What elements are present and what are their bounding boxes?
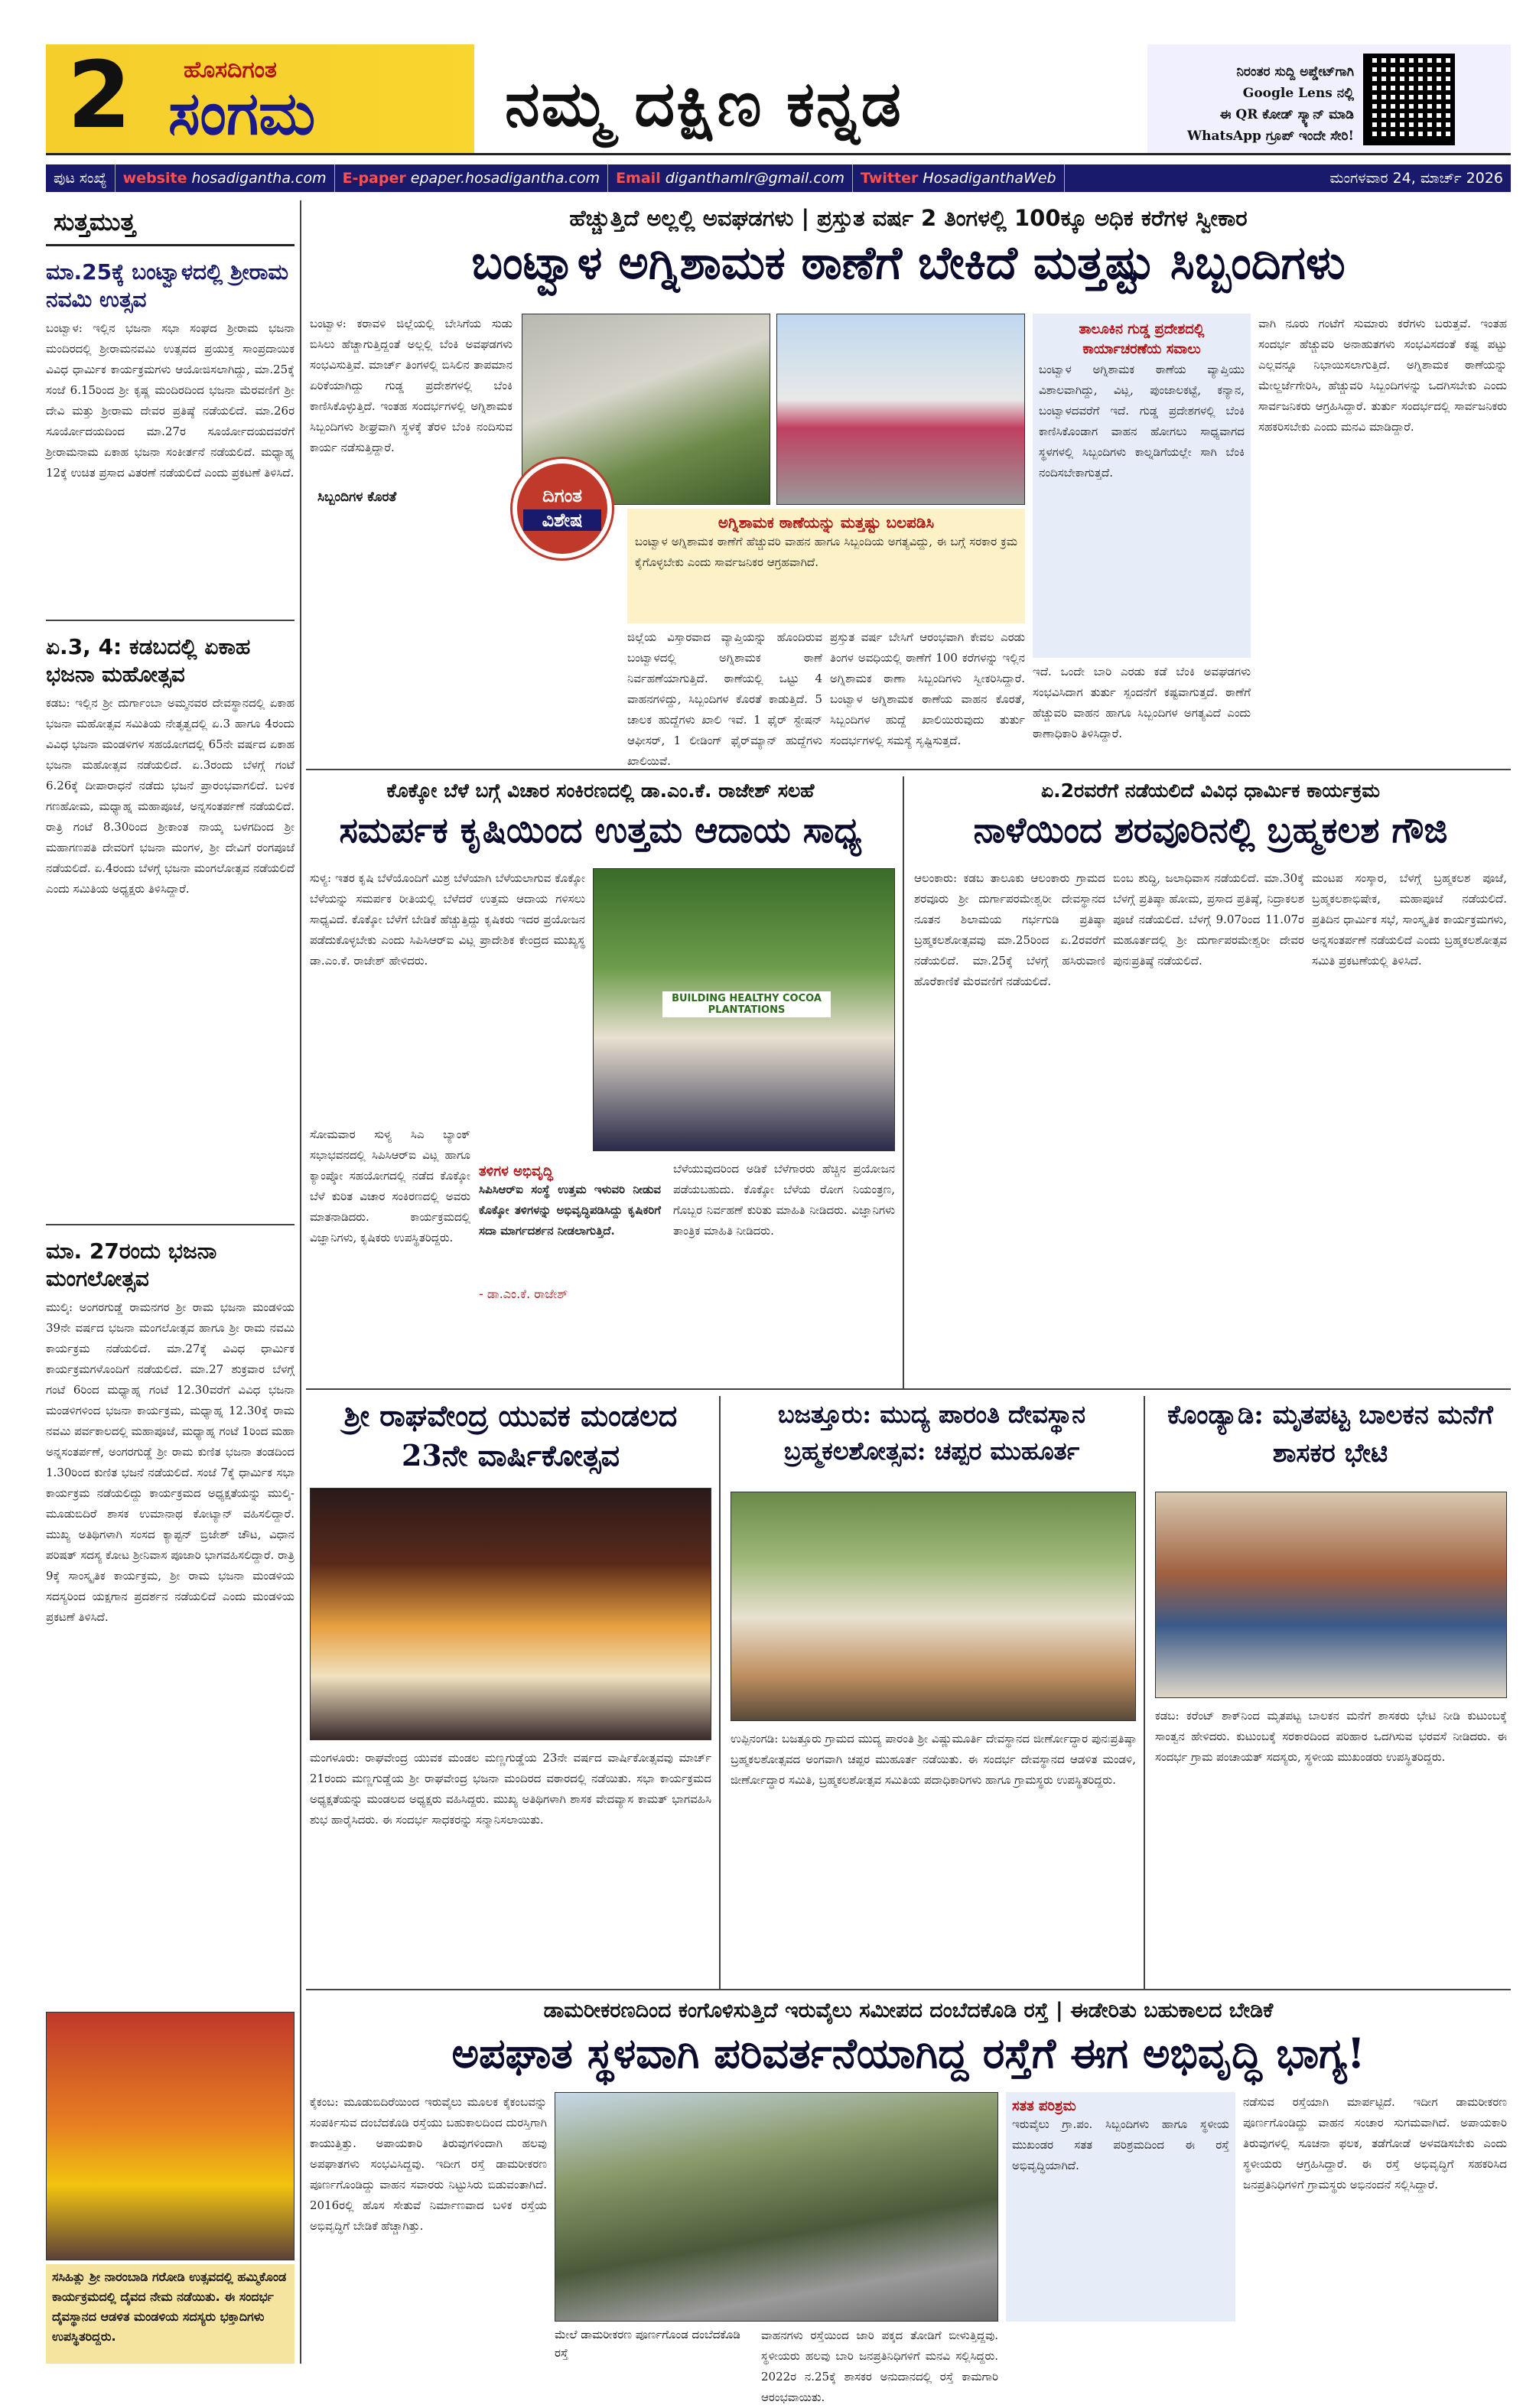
photo-caption: ಸಸಿಹಿತ್ಲು ಶ್ರೀ ನಾರಂಬಾಡಿ ಗರೋಡಿ ಉತ್ಸವದಲ್ಲಿ ಹಮ್ಮಿಕೊಂಡ ಕಾರ್ಯಕ್ರಮದಲ್ಲಿ ದೈವದ ನೇಮ ನಡೆಯಿತು. ಈ ಸಂದರ್ಭ ದೈವಸ್ಥಾನದ ಆಡಳಿತ ಮಂಡಳಿಯ ಸದಸ್ಯರು ಭಕ್ತಾದಿಗಳು ಉಪಸ್ಥಿತರಿದ್ದರು.	[46, 2264, 295, 2364]
brand-logo: ಸಂಗಮ	[168, 80, 316, 148]
brahma-col-2: ಬಿಂಬ ಶುದ್ಧಿ, ಜಲಾಧಿವಾಸ ನಡೆಯಲಿದೆ. ಮಾ.30ಕ್ಕೆ ಬೆಳಗ್ಗೆ ಪ್ರತಿಷ್ಠಾ ಹೋಮ, ಪ್ರಸಾದ ಪ್ರತಿಷ್ಠೆ, ನಿದ್ರಾಕಲಶ ಪೂಜೆ ನಡೆಯಲಿದೆ. ಬೆಳಗ್ಗೆ 9.07ರಿಂದ 11.07ರ ಮಹೂರ್ತದಲ್ಲಿ ಶ್ರೀ ದುರ್ಗಾಪರಮೇಶ್ವರೀ ದೇವರ ಪುನಃಪ್ರತಿಷ್ಠೆ ನಡೆಯಲಿದೆ.	[1113, 871, 1304, 968]
twitter-link[interactable]: Twitter HosadiganthaWeb	[853, 164, 1065, 192]
headline: ಬಜತ್ತೂರು: ಮುದ್ಯ ಪಾರಂತಿ ದೇವಸ್ಥಾನ ಬ್ರಹ್ಮಕಲಶೋತ್ಸವ: ಚಪ್ಪರ ಮುಹೂರ್ತ	[777, 1400, 1086, 1466]
info-bar	[46, 164, 1511, 192]
kondady-story	[1150, 1396, 1511, 1472]
side-box-title: ಸತತ ಪರಿಶ್ರಮ	[1012, 2098, 1076, 2114]
page-count-label: ಪುಟ ಸಂಖ್ಯೆ	[46, 164, 116, 192]
road-col-1: ಕೈಕಂಬ: ಮೂಡುಬಿದಿರೆಯಿಂದ ಇರುವೈಲು ಮೂಲಕ ಕೈಕಂಬವನ್ನು ಸಂಪರ್ಕಿಸುವ ದಂಬೆದಕೊಡಿ ರಸ್ತೆಯು ಬಹುಕಾಲದಿಂದ ದುರಸ್ತಿಗಾಗಿ ಕಾಯುತ್ತಿತ್ತು. ಅಪಾಯಕಾರಿ ತಿರುವುಗಳಿಂದಾಗಿ ಹಲವು ಅಪಘಾತಗಳು ಸಂಭವಿಸಿದ್ದವು. ಇದೀಗ ರಸ್ತೆ ಡಾಮರೀಕರಣ ಪೂರ್ಣಗೊಂಡಿದ್ದು ವಾಹನ ಸವಾರರು ನಿಟ್ಟುಸಿರು ಬಿಡುವಂತಾಗಿದೆ. 2016ರಲ್ಲಿ ಹೊಸ ಸೇತುವೆ ನಿರ್ಮಾಣವಾದ ಬಳಿಕ ರಸ್ತೆಯ ಅಭಿವೃದ್ಧಿಗೆ ಬೇಡಿಕೆ ಹೆಚ್ಚಾಗಿತ್ತು.	[310, 2095, 547, 2233]
issue-date: ಮಂಗಳವಾರ 24, ಮಾರ್ಚ್ 2026	[1329, 170, 1503, 187]
column-title: ಸುತ್ತಮುತ್ತ	[54, 207, 136, 236]
headline: ಮಾ. 27ರಂದು ಭಜನಾ ಮಂಗಲೋತ್ಸವ	[46, 1238, 217, 1291]
cocoa-story	[306, 776, 895, 854]
fire-station-photo	[776, 314, 1025, 505]
story-ekaha-bhajane	[46, 627, 295, 1216]
sub-head: ಸಿಬ್ಬಂದಿಗಳ ಕೊರತೆ	[317, 490, 397, 505]
headline: ಸಮರ್ಪಕ ಕೃಷಿಯಿಂದ ಉತ್ತಮ ಆದಾಯ ಸಾಧ್ಯ	[339, 809, 862, 851]
story-body: ಬಂಟ್ವಾಳ: ಇಲ್ಲಿನ ಭಜನಾ ಸಭಾ ಸಂಘದ ಶ್ರೀರಾಮ ಭಜನಾ ಮಂದಿರದಲ್ಲಿ ಶ್ರೀರಾಮನವಮಿ ಉತ್ಸವದ ಪ್ರಯುಕ್ತ ಸಾಂಪ್ರದಾಯಿಕ ವಿವಿಧ ಧಾರ್ಮಿಕ ಕಾರ್ಯಕ್ರಮಗಳು ಆಯೋಜಿಸಲಾಗಿದ್ದು, ಮಾ.25ಕ್ಕೆ ಸಂಜೆ 6.15ರಿಂದ ಶ್ರೀ ಕೃಷ್ಣ ಮಂದಿರದಿಂದ ಭಜನಾ ಮೆರವಣಿಗೆ ಶ್ರೀ ದೇವಿ ಮತ್ತು ಶ್ರೀರಾಮ ದೇವರ ಪ್ರತಿಷ್ಠೆ ನಡೆಯಲಿದೆ. ಮಾ.26ರ ಸೂರ್ಯೋದಯದಿಂದ ಮಾ.27ರ ಸೂರ್ಯೋದಯದವರೆಗೆ ಶ್ರೀರಾಮನಾಮ ಏಕಾಹ ಭಜನಾ ಸಂಕೀರ್ತನೆ ನಡೆಯಲಿದೆ. ಮಧ್ಯಾಹ್ನ 12ಕ್ಕೆ ಉಚಿತ ಪ್ರಸಾದ ವಿತರಣೆ ನಡೆಯಲಿದೆ ಎಂದು ಪ್ರಕಟಣೆ ತಿಳಿಸಿದೆ.	[46, 321, 295, 480]
headline: ಶ್ರೀ ರಾಘವೇಂದ್ರ ಯುವಕ ಮಂಡಲದ 23ನೇ ವಾರ್ಷಿಕೋತ್ಸವ	[343, 1398, 678, 1472]
story-ramanavami	[46, 252, 295, 612]
brahma-col-1: ಆಲಂಕಾರು: ಕಡಬ ತಾಲೂಕು ಆಲಂಕಾರು ಗ್ರಾಮದ ಶರವೂರು ಶ್ರೀ ದುರ್ಗಾಪರಮೇಶ್ವರೀ ದೇವಸ್ಥಾನದ ನೂತನ ಶಿಲಾಮಯ ಗರ್ಭಗುಡಿ ಪ್ರತಿಷ್ಠಾ ಬ್ರಹ್ಮಕಲಶೋತ್ಸವವು ಮಾ.25ರಿಂದ ಏ.2ರವರೆಗೆ ನಡೆಯಲಿದೆ. ಮಾ.25ಕ್ಕೆ ಬೆಳಗ್ಗೆ ಹಸಿರುವಾಣಿ ಹೊರೆಕಾಣಿಕೆ ಮೆರವಣಿಗೆ ನಡೆಯಲಿದೆ.	[914, 871, 1105, 988]
lead-col-1: ಬಂಟ್ವಾಳ: ಕರಾವಳಿ ಜಿಲ್ಲೆಯಲ್ಲಿ ಬೇಸಿಗೆಯ ಸುಡು ಬಿಸಿಲು ಹೆಚ್ಚಾಗುತ್ತಿದ್ದಂತೆ ಅಲ್ಲಲ್ಲಿ ಬೆಂಕಿ ಅವಘಡಗಳು ಸಂಭವಿಸುತ್ತಿವೆ. ಮಾರ್ಚ್ ತಿಂಗಳಲ್ಲಿ ಬಿಸಿಲಿನ ತಾಪಮಾನ ಏರಿಕೆಯಾಗಿದ್ದು ಗುಡ್ಡ ಪ್ರದೇಶಗಳಲ್ಲಿ ಬೆಂಕಿ ಕಾಣಿಸಿಕೊಳ್ಳುತ್ತಿದೆ. ಇಂತಹ ಸಂದರ್ಭಗಳಲ್ಲಿ ಅಗ್ನಿಶಾಮಕ ಸಿಬ್ಬಂದಿಗಳು ಶೀಘ್ರವಾಗಿ ಸ್ಥಳಕ್ಕೆ ತೆರಳಿ ಬೆಂಕಿ ನಂದಿಸುವ ಕಾರ್ಯ ನಡೆಸುತ್ತಿದ್ದಾರೆ.	[310, 317, 513, 454]
road-story	[306, 1996, 1511, 2081]
sub-head-box	[317, 490, 509, 505]
road-col-3: ನಡೆಸುವ ರಸ್ತೆಯಾಗಿ ಮಾರ್ಪಟ್ಟಿದೆ. ಇದೀಗ ಡಾಮರೀಕರಣ ಪೂರ್ಣಗೊಂಡಿದ್ದು ವಾಹನ ಸಂಚಾರ ಸುಗಮವಾಗಿದೆ. ಅಪಾಯಕಾರಿ ತಿರುವುಗಳಲ್ಲಿ ಸೂಚನಾ ಫಲಕ, ತಡೆಗೋಡೆ ಅಳವಡಿಸಬೇಕು ಎಂದು ಸ್ಥಳೀಯರು ಆಗ್ರಹಿಸಿದ್ದಾರೆ. ಈ ರಸ್ತೆ ಅಭಿವೃದ್ಧಿಗೆ ಸಹಕರಿಸಿದ ಜನಪ್ರತಿನಿಧಿಗಳಿಗೆ ಗ್ರಾಮಸ್ಥರು ಅಭಿನಂದನೆ ಸಲ್ಲಿಸಿದ್ದಾರೆ.	[1243, 2095, 1507, 2192]
road-photo-caption: ಮೇಲೆ ಡಾಮರೀಕರಣ ಪೂರ್ಣಗೊಂಡ ದಂಬೆದಕೊಡಿ ರಸ್ತೆ	[555, 2328, 740, 2360]
section-title: ನಮ್ಮ ದಕ್ಷಿಣ ಕನ್ನಡ	[505, 67, 903, 141]
info-box	[627, 509, 1025, 623]
road-photo	[555, 2092, 998, 2322]
kicker: ಕೊಕ್ಕೋ ಬೆಳೆ ಬಗ್ಗೆ ವಿಚಾರ ಸಂಕಿರಣದಲ್ಲಿ ಡಾ.ಎಂ.ಕೆ. ರಾಜೇಶ್ ಸಲಹೆ	[386, 779, 815, 802]
bajathur-story	[725, 1396, 1138, 1469]
raghavendra-body: ಮಂಗಳೂರು: ರಾಘವೇಂದ್ರ ಯುವಕ ಮಂಡಲ ಮಣ್ಣಗುಡ್ಡೆಯ 23ನೇ ವರ್ಷದ ವಾರ್ಷಿಕೋತ್ಸವವು ಮಾರ್ಚ್ 21ರಂದು ಮಣ್ಣಗುಡ್ಡೆಯ ಶ್ರೀ ರಾಘವೇಂದ್ರ ಭಜನಾ ಮಂದಿರದ ವಠಾರದಲ್ಲಿ ನಡೆಯಿತು. ಸಭಾ ಕಾರ್ಯಕ್ರಮದ ಅಧ್ಯಕ್ಷತೆಯನ್ನು ಮಂಡಲದ ಅಧ್ಯಕ್ಷರು ವಹಿಸಿದ್ದರು. ಮುಖ್ಯ ಅತಿಥಿಗಳಾಗಿ ಶಾಸಕ ವೇದವ್ಯಾಸ ಕಾಮತ್ ಭಾಗವಹಿಸಿ ಶುಭ ಹಾರೈಸಿದರು. ಈ ಸಂದರ್ಭ ಸಾಧಕರನ್ನು ಸನ್ಮಾನಿಸಲಾಯಿತು.	[310, 1751, 711, 1827]
email-link[interactable]: Email diganthamlr@gmail.com	[608, 164, 853, 192]
kicker: ಹೆಚ್ಚುತ್ತಿದೆ ಅಲ್ಲಲ್ಲಿ ಅವಘಡಗಳು | ಪ್ರಸ್ತುತ ವರ್ಷ 2 ತಿಂಗಳಲ್ಲಿ 100ಕ್ಕೂ ಅಧಿಕ ಕರೆಗಳ ಸ್ವೀಕಾರ	[569, 205, 1248, 231]
lead-col-5: ವಾಗಿ ನೂರು ಗಂಟೆಗೆ ಸುಮಾರು ಕರೆಗಳು ಬರುತ್ತವೆ. ಇಂತಹ ಸಂದರ್ಭ ಹೆಚ್ಚುವರಿ ಅನಾಹುತಗಳು ಸಂಭವಿಸದಂತೆ ಕಷ್ಟ ಪಟ್ಟು ಎಲ್ಲವನ್ನೂ ನಿಭಾಯಿಸಲಾಗುತ್ತಿದೆ. ಅಗ್ನಿಶಾಮಕ ಠಾಣೆಯನ್ನು ಮೇಲ್ದರ್ಜೆಗೇರಿಸಿ, ಹೆಚ್ಚುವರಿ ಸಿಬ್ಬಂದಿಗಳನ್ನು ಒದಗಿಸಬೇಕು ಎಂದು ಸಾರ್ವಜನಿಕರು ಆಗ್ರಹಿಸಿದ್ದಾರೆ. ತುರ್ತು ಸಂದರ್ಭದಲ್ಲಿ ಸಾರ್ವಜನಿಕರು ಸಹಕರಿಸಬೇಕು ಎಂದು ಮನವಿ ಮಾಡಿದ್ದಾರೆ.	[1258, 317, 1507, 434]
side-box-body: ಬಂಟ್ವಾಳ ಅಗ್ನಿಶಾಮಕ ಠಾಣೆಯ ವ್ಯಾಪ್ತಿಯು ವಿಶಾಲವಾಗಿದ್ದು, ವಿಟ್ಲ, ಪುಂಜಾಲಕಟ್ಟೆ, ಕನ್ಯಾನ, ಬಂಟ್ವಾಳದವರೆಗೆ ಇದೆ. ಗುಡ್ಡ ಪ್ರದೇಶಗಳಲ್ಲಿ ಬೆಂಕಿ ಕಾಣಿಸಿಕೊಂಡಾಗ ವಾಹನ ಹೋಗಲು ಸಾಧ್ಯವಾಗದ ಸ್ಥಳಗಳಲ್ಲಿ ಸಿಬ್ಬಂದಿಗಳು ಕಾಲ್ನಡಿಗೆಯಲ್ಲೇ ಸಾಗಿ ಬೆಂಕಿ ನಂದಿಸಬೇಕಾಗುತ್ತದೆ.	[1039, 363, 1245, 480]
side-box-body: ಇರುವೈಲು ಗ್ರಾ.ಪಂ. ಸಿಬ್ಬಂದಿಗಳು ಹಾಗೂ ಸ್ಥಳೀಯ ಮುಖಂಡರ ಸತತ ಪರಿಶ್ರಮದಿಂದ ಈ ರಸ್ತೆ ಅಭಿವೃದ್ಧಿಯಾಗಿದೆ.	[1012, 2117, 1229, 2172]
qr-code-icon[interactable]	[1363, 54, 1455, 145]
kicker: ಡಾಮರೀಕರಣದಿಂದ ಕಂಗೊಳಿಸುತ್ತಿದೆ ಇರುವೈಲು ಸಮೀಪದ ದಂಬೆದಕೊಡಿ ರಸ್ತೆ | ಈಡೇರಿತು ಬಹುಕಾಲದ ಬೇಡಿಕೆ	[543, 1999, 1274, 2022]
kicker: ಏ.2ರವರೆಗೆ ನಡೆಯಲಿದೆ ವಿವಿಧ ಧಾರ್ಮಿಕ ಕಾರ್ಯಕ್ರಮ	[1040, 779, 1381, 802]
headline: ಅಪಘಾತ ಸ್ಥಳವಾಗಿ ಪರಿವರ್ತನೆಯಾಗಿದ್ದ ರಸ್ತೆಗೆ ಈಗ ಅಭಿವೃದ್ಧಿ ಭಾಗ್ಯ!	[451, 2029, 1365, 2078]
story-body: ಕಡಬ: ಇಲ್ಲಿನ ಶ್ರೀ ದುರ್ಗಾಂಬಾ ಅಮ್ಮನವರ ದೇವಸ್ಥಾನದಲ್ಲಿ ಏಕಾಹ ಭಜನಾ ಮಹೋತ್ಸವ ಸಮಿತಿಯ ನೇತೃತ್ವದಲ್ಲಿ ಏ.3 ಹಾಗೂ 4ರಂದು ವಿವಿಧ ಭಜನಾ ಮಂಡಳಿಗಳ ಸಹಯೋಗದಲ್ಲಿ 65ನೇ ವರ್ಷದ ಏಕಾಹ ಭಜನಾ ಮಹೋತ್ಸವ ನಡೆಯಲಿದೆ. ಏ.3ರಂದು ಬೆಳಗ್ಗೆ ಗಂಟೆ 6.26ಕ್ಕೆ ದೀಪಾರಾಧನೆ ನಡೆದು ಭಜನೆ ಪ್ರಾರಂಭವಾಗಲಿದೆ. ಬಳಿಕ ಗಣಹೋಮ, ಮಧ್ಯಾಹ್ನ ಮಹಾಪೂಜೆ, ಅನ್ನಸಂತರ್ಪಣೆ ನಡೆಯಲಿದೆ. ರಾತ್ರಿ ಗಂಟೆ 8.30ರಿಂದ ಶ್ರೀಕಾಂತ ನಾಯ್ಕ ಬಳಗದಿಂದ ಶ್ರೀ ಮಹಾಗಣಪತಿ ದೇವರಿಗೆ ಭಜನಾ ಮಂಗಳ, ಶ್ರೀ ದೇವಿಗೆ ರಂಗಪೂಜೆ ನಡೆಯಲಿದೆ. ಏ.4ರಂದು ಬೆಳಗ್ಗೆ ಭಜನಾ ಮಂಗಲೋತ್ಸವ ನಡೆಯಲಿದೆ ಎಂದು ಸಮಿತಿಯ ಅಧ್ಯಕ್ಷರು ತಿಳಿಸಿದ್ದಾರೆ.	[46, 696, 295, 896]
bajathur-body: ಉಪ್ಪಿನಂಗಡಿ: ಬಜತ್ತೂರು ಗ್ರಾಮದ ಮುದ್ಯ ಪಾರಂತಿ ಶ್ರೀ ವಿಷ್ಣುಮೂರ್ತಿ ದೇವಸ್ಥಾನದ ಜೀರ್ಣೋದ್ಧಾರ ಪುನಃಪ್ರತಿಷ್ಠಾ ಬ್ರಹ್ಮಕಲಶೋತ್ಸವದ ಅಂಗವಾಗಿ ಚಪ್ಪರ ಮುಹೂರ್ತ ನಡೆಯಿತು. ಈ ಸಂದರ್ಭ ದೇವಸ್ಥಾನದ ಆಡಳಿತ ಮಂಡಳಿ, ಜೀರ್ಣೋದ್ಧಾರ ಸಮಿತಿ, ಬ್ರಹ್ಮಕಲಶೋತ್ಸವ ಸಮಿತಿಯ ಪದಾಧಿಕಾರಿಗಳು ಹಾಗೂ ಗ್ರಾಮಸ್ಥರು ಉಪಸ್ಥಿತರಿದ್ದರು.	[731, 1732, 1136, 1787]
headline: ಮಾ.25ಕ್ಕೆ ಬಂಟ್ವಾಳದಲ್ಲಿ ಶ್ರೀರಾಮ ನವಮಿ ಉತ್ಸವ	[46, 259, 289, 312]
cocoa-col-1: ಸುಳ್ಯ: ಇತರ ಕೃಷಿ ಬೆಳೆಯೊಂದಿಗೆ ಮಿಶ್ರ ಬೆಳೆಯಾಗಿ ಬೆಳೆಯಲಾಗುವ ಕೊಕ್ಕೋ ಬೆಳೆಯನ್ನು ಸಮರ್ಪಕ ರೀತಿಯಲ್ಲಿ ಬೆಳೆದರೆ ಉತ್ತಮ ಆದಾಯ ಗಳಿಸಲು ಸಾಧ್ಯವಿದೆ. ಕೊಕ್ಕೋ ಬೆಳೆಗೆ ಬೇಡಿಕೆ ಹೆಚ್ಚುತ್ತಿದ್ದು ಕೃಷಿಕರು ಇದರ ಪ್ರಯೋಜನ ಪಡೆದುಕೊಳ್ಳಬೇಕು ಎಂದು ಸಿಪಿಸಿಆರ್‌ಐ ವಿಟ್ಲ ಪ್ರಾದೇಶಿಕ ಕೇಂದ್ರದ ಮುಖ್ಯಸ್ಥ ಡಾ.ಎಂ.ಕೆ. ರಾಜೇಶ್ ಹೇಳಿದರು.	[310, 871, 585, 968]
headline: ನಾಳೆಯಿಂದ ಶರವೂರಿನಲ್ಲಿ ಬ್ರಹ್ಮಕಲಶ ಗೌಜಿ	[973, 809, 1448, 851]
brahmakalasha-story	[910, 776, 1511, 854]
qr-promo-text: ನಿರಂತರ ಸುದ್ದಿ ಅಪ್ಡೇಟ್‌ಗಾಗಿ Google Lens ನಲ್ಲಿ ಈ QR ಕೋಡ್ ಸ್ಕ್ಯಾನ್ ಮಾಡಿ WhatsApp ಗ್ರೂಪ್ ಇಂದೇ ಸೇರಿ!	[1187, 64, 1354, 144]
digantha-vishesha-badge: ದಿಗಂತ ವಿಶೇಷ	[513, 459, 612, 558]
chappara-photo	[731, 1492, 1136, 1721]
story-bhajana-mangalotsava	[46, 1232, 295, 1996]
story-body: ಮುಲ್ಕಿ: ಅಂಗರಗುಡ್ಡೆ ರಾಮನಗರ ಶ್ರೀ ರಾಮ ಭಜನಾ ಮಂಡಳಿಯ 39ನೇ ವರ್ಷದ ಭಜನಾ ಮಂಗಲೋತ್ಸವ ಹಾಗೂ ಶ್ರೀ ರಾಮ ನವಮಿ ಕಾರ್ಯಕ್ರಮ ನಡೆಯಲಿದೆ. ಮಾ.27ಕ್ಕೆ ವಿವಿಧ ಧಾರ್ಮಿಕ ಕಾರ್ಯಕ್ರಮಗಳೊಂದಿಗೆ ನಡೆಯಲಿದೆ. ಮಾ.27 ಶುಕ್ರವಾರ ಬೆಳಗ್ಗೆ ಗಂಟೆ 6ರಿಂದ ಮಧ್ಯಾಹ್ನ ಗಂಟೆ 12.30ವರೆಗೆ ವಿವಿಧ ಭಜನಾ ಮಂಡಳಿಗಳಿಂದ ಭಜನಾ ಕಾರ್ಯಕ್ರಮ, ಮಧ್ಯಾಹ್ನ 12.30ಕ್ಕೆ ರಾಮ ನವಮಿ ಪರ್ವಕಾಲದಲ್ಲಿ ಮಹಾಪೂಜೆ, ಮಧ್ಯಾಹ್ನ ಗಂಟೆ 1ರಿಂದ ಮಹಾ ಅನ್ನಸಂತರ್ಪಣೆ, ಅಂಗರಗುಡ್ಡೆ ಶ್ರೀ ರಾಮ ಕುಣಿತ ಭಜನಾ ತಂಡದಿಂದ 1.30ರಿಂದ ಕುಣಿತ ಭಜನೆ ನಡೆಯಲಿದೆ. ಸಂಜೆ 7ಕ್ಕೆ ಧಾರ್ಮಿಕ ಸಭಾ ಕಾರ್ಯಕ್ರಮ ನಡೆಯಲಿದ್ದು ಕಾರ್ಯಕ್ರಮದ ಅಧ್ಯಕ್ಷತೆಯನ್ನು ಮುಲ್ಕಿ-ಮೂಡುಬಿದಿರೆ ಶಾಸಕ ಉಮಾನಾಥ ಕೋಟ್ಯಾನ್ ವಹಿಸಲಿದ್ದಾರೆ. ಮುಖ್ಯ ಅತಿಥಿಗಳಾಗಿ ಸಂಸದ ಕ್ಯಾಪ್ಟನ್ ಬ್ರಿಜೇಶ್ ಚೌಟ, ವಿಧಾನ ಪರಿಷತ್ ಸದಸ್ಯ ಕೋಟ ಶ್ರೀನಿವಾಸ ಪೂಜಾರಿ ಭಾಗವಹಿಸಲಿದ್ದಾರೆ. ರಾತ್ರಿ 9ಕ್ಕೆ ಸಾಂಸ್ಕೃತಿಕ ಕಾರ್ಯಕ್ರಮ, ಶ್ರೀ ರಾಮ ಭಜನಾ ಮಂಡಳಿಯ ಸದಸ್ಯರಿಂದ ಯಕ್ಷಗಾನ ಪ್ರದರ್ಶನ ನಡೆಯಲಿದೆ ಎಂದು ಮಂಡಳಿಯ ಪ್ರಕಟಣೆ ತಿಳಿಸಿದೆ.	[46, 1300, 295, 1624]
side-box-title: ತಾಲೂಕಿನ ಗುಡ್ಡ ಪ್ರದೇಶದಲ್ಲಿ ಕಾರ್ಯಾಚರಣೆಯ ಸವಾಲು	[1079, 321, 1205, 357]
cocoa-col-3: ಬೆಳೆಯುವುದರಿಂದ ಅಡಿಕೆ ಬೆಳೆಗಾರರು ಹೆಚ್ಚಿನ ಪ್ರಯೋಜನ ಪಡೆಯಬಹುದು. ಕೊಕ್ಕೋ ಬೆಳೆಯ ರೋಗ ನಿಯಂತ್ರಣ, ಗೊಬ್ಬರ ನಿರ್ವಹಣೆ ಕುರಿತು ಮಾಹಿತಿ ನೀಡಿದರು. ವಿಜ್ಞಾನಿಗಳು ತಾಂತ್ರಿಕ ಮಾಹಿತಿ ನೀಡಿದರು.	[673, 1162, 895, 1238]
road-side-box	[1006, 2092, 1235, 2322]
brahma-col-3: ಮಂಟಪ ಸಂಸ್ಕಾರ, ಬೆಳಗ್ಗೆ ಬ್ರಹ್ಮಕಲಶ ಪೂಜೆ, ಬ್ರಹ್ಮಕಲಶಾಭಿಷೇಕ, ಮಹಾಪೂಜೆ ನಡೆಯಲಿದೆ. ಪ್ರತಿದಿನ ಧಾರ್ಮಿಕ ಸಭೆ, ಸಾಂಸ್ಕೃತಿಕ ಕಾರ್ಯಕ್ರಮಗಳು, ಅನ್ನಸಂತರ್ಪಣೆ ನಡೆಯಲಿದೆ ಎಂದು ಬ್ರಹ್ಮಕಲಶೋತ್ಸವ ಸಮಿತಿ ಪ್ರಕಟಣೆಯಲ್ಲಿ ತಿಳಿಸಿದೆ.	[1312, 871, 1507, 968]
seminar-photo	[593, 868, 895, 1151]
cocoa-col-2: ಸೋಮವಾರ ಸುಳ್ಯ ಸಿಎ ಬ್ಯಾಂಕ್ ಸಭಾಭವನದಲ್ಲಿ ಸಿಪಿಸಿಆರ್‌ಐ ವಿಟ್ಲ ಹಾಗೂ ಕ್ಯಾಂಪ್ಕೋ ಸಹಯೋಗದಲ್ಲಿ ನಡೆದ ಕೊಕ್ಕೋ ಬೆಳೆ ಕುರಿತ ವಿಚಾರ ಸಂಕಿರಣದಲ್ಲಿ ಅವರು ಮಾತನಾಡಿದರು. ಕಾರ್ಯಕ್ರಮದಲ್ಲಿ ವಿಜ್ಞಾನಿಗಳು, ಕೃಷಿಕರು ಉಪಸ್ಥಿತರಿದ್ದರು.	[310, 1128, 470, 1245]
headline: ಏ.3, 4: ಕಡಬದಲ್ಲಿ ಏಕಾಹ ಭಜನಾ ಮಹೋತ್ಸವ	[46, 634, 251, 687]
quote-box	[474, 1159, 665, 1320]
lead-col-3: ಪ್ರಸ್ತುತ ವರ್ಷ ಬೇಸಿಗೆ ಆರಂಭವಾಗಿ ಕೇವಲ ಎರಡು ತಿಂಗಳ ಅವಧಿಯಲ್ಲಿ ಠಾಣೆಗೆ 100 ಕರೆಗಳನ್ನು ಇಲ್ಲಿನ ಅಗ್ನಿಶಾಮಕ ಠಾಣಾ ಸಿಬ್ಬಂದಿಗಳು ಸ್ವೀಕರಿಸಿದ್ದಾರೆ. ಬಂಟ್ವಾಳ ಅಗ್ನಿಶಾಮಕ ಠಾಣೆಯ ವಾಹನ ಕೊರತೆ, ಸಿಬ್ಬಂದಿಗಳ ಹುದ್ದೆ ಖಾಲಿಯಿರುವುದು ತುರ್ತು ಸಂದರ್ಭಗಳಲ್ಲಿ ಸಮಸ್ಯೆ ಸೃಷ್ಟಿಸುತ್ತದೆ.	[830, 630, 1025, 747]
quote-author: - ಡಾ.ಎಂ.ಕೆ. ರಾಜೇಶ್	[479, 1287, 568, 1301]
kondady-body: ಕಡಬ: ಕರೆಂಟ್ ಶಾಕ್‌ನಿಂದ ಮೃತಪಟ್ಟ ಬಾಲಕನ ಮನೆಗೆ ಶಾಸಕರು ಭೇಟಿ ನೀಡಿ ಕುಟುಂಬಕ್ಕೆ ಸಾಂತ್ವನ ಹೇಳಿದರು. ಕುಟುಂಬಕ್ಕೆ ಸರಕಾರದಿಂದ ಪರಿಹಾರ ಒದಗಿಸುವ ಭರವಸೆ ನೀಡಿದರು. ಈ ಸಂದರ್ಭ ಗ್ರಾಮ ಪಂಚಾಯತ್ ಸದಸ್ಯರು, ಸ್ಥಳೀಯ ಮುಖಂಡರು ಉಪಸ್ಥಿತರಿದ್ದರು.	[1155, 1709, 1507, 1764]
side-box	[1033, 314, 1251, 658]
website-link[interactable]: website hosadigantha.com	[116, 164, 335, 192]
lead-story	[306, 203, 1511, 294]
info-title: ಅಗ್ನಿಶಾಮಕ ಠಾಣೆಯನ್ನು ಮತ್ತಷ್ಟು ಬಲಪಡಿಸಿ	[718, 513, 935, 532]
lead-col-2: ಜಿಲ್ಲೆಯ ವಿಸ್ತಾರವಾದ ವ್ಯಾಪ್ತಿಯನ್ನು ಹೊಂದಿರುವ ಬಂಟ್ವಾಳದಲ್ಲಿ ಅಗ್ನಿಶಾಮಕ ಠಾಣೆ ನಿರ್ವಹಣೆಯಾಗುತ್ತಿದೆ. ಠಾಣೆಯಲ್ಲಿ ಒಟ್ಟು 4 ವಾಹನಗಳಿದ್ದು, ಸಿಬ್ಬಂದಿಗಳ ಕೊರತೆ ಕಾಡುತ್ತಿದೆ. 5 ಚಾಲಕ ಹುದ್ದೆಗಳು ಖಾಲಿ ಇವೆ. 1 ಫೈರ್ ಸ್ಟೇಷನ್ ಆಫೀಸರ್, 1 ಲೀಡಿಂಗ್ ಫೈರ್‌ಮ್ಯಾನ್ ಹುದ್ದೆಗಳು ಖಾಲಿಯಿವೆ.	[627, 630, 822, 768]
headline: ಕೊಂಡ್ಯಾಡಿ: ಮೃತಪಟ್ಟ ಬಾಲಕನ ಮನೆಗೆ ಶಾಸಕರ ಭೇಟಿ	[1167, 1400, 1493, 1469]
felicitation-photo	[310, 1488, 711, 1740]
quote-title: ತಳಿಗಳ ಅಭಿವೃದ್ಧಿ	[479, 1163, 553, 1180]
banner-text: BUILDING HEALTHY COCOA PLANTATIONS	[662, 991, 831, 1017]
page-number: 2	[67, 43, 132, 149]
column-title-box	[46, 200, 295, 246]
epaper-link[interactable]: E-paper epaper.hosadigantha.com	[335, 164, 609, 192]
masthead	[46, 44, 1511, 155]
quote-body: ಸಿಪಿಸಿಆರ್‌ಐ ಸಂಸ್ಥೆ ಉತ್ತಮ ಇಳುವರಿ ನೀಡುವ ಕೊಕ್ಕೋ ತಳಿಗಳನ್ನು ಅಭಿವೃದ್ಧಿಪಡಿಸಿದ್ದು ಕೃಷಿಕರಿಗೆ ಸದಾ ಮಾರ್ಗದರ್ಶನ ನೀಡಲಾಗುತ್ತಿದೆ.	[479, 1183, 661, 1238]
raghavendra-story	[306, 1396, 715, 1476]
info-body: ಬಂಟ್ವಾಳ ಅಗ್ನಿಶಾಮಕ ಠಾಣೆಗೆ ಹೆಚ್ಚುವರಿ ವಾಹನ ಹಾಗೂ ಸಿಬ್ಬಂದಿಯ ಅಗತ್ಯವಿದ್ದು, ಈ ಬಗ್ಗೆ ಸರಕಾರ ಕ್ರಮ ಕೈಗೊಳ್ಳಬೇಕು ಎಂದು ಸಾರ್ವಜನಿಕರ ಆಗ್ರಹವಾಗಿದೆ.	[635, 535, 1017, 569]
headline: ಬಂಟ್ವಾಳ ಅಗ್ನಿಶಾಮಕ ಠಾಣೆಗೆ ಬೇಕಿದೆ ಮತ್ತಷ್ಟು ಸಿಬ್ಬಂದಿಗಳು	[471, 236, 1346, 290]
daiva-photo	[46, 2012, 295, 2260]
road-col-2: ವಾಹನಗಳು ರಸ್ತೆಯಿಂದ ಜಾರಿ ಪಕ್ಕದ ತೋಡಿಗೆ ಬೀಳುತ್ತಿದ್ದವು. ಸ್ಥಳೀಯರು ಹಲವು ಬಾರಿ ಜನಪ್ರತಿನಿಧಿಗಳಿಗೆ ಮನವಿ ಸಲ್ಲಿಸಿದ್ದರು. 2022ರ ನ.25ಕ್ಕೆ ಶಾಸಕರ ಅನುದಾನದಲ್ಲಿ ರಸ್ತೆ ಕಾಮಗಾರಿ ಆರಂಭವಾಯಿತು.	[761, 2328, 998, 2404]
brand-small: ಹೊಸದಿಗಂತ	[184, 57, 277, 83]
mla-visit-photo	[1155, 1492, 1507, 1698]
lead-col-4: ಇದೆ. ಒಂದೇ ಬಾರಿ ಎರಡು ಕಡೆ ಬೆಂಕಿ ಅವಘಡಗಳು ಸಂಭವಿಸಿದಾಗ ತುರ್ತು ಸ್ಪಂದನೆಗೆ ಕಷ್ಟವಾಗುತ್ತದೆ. ಠಾಣೆಗೆ ಹೆಚ್ಚುವರಿ ವಾಹನ ಹಾಗೂ ಸಿಬ್ಬಂದಿಗಳ ಅಗತ್ಯವಿದೆ ಎಂದು ಠಾಣಾಧಿಕಾರಿ ತಿಳಿಸಿದ್ದಾರೆ.	[1033, 665, 1251, 740]
